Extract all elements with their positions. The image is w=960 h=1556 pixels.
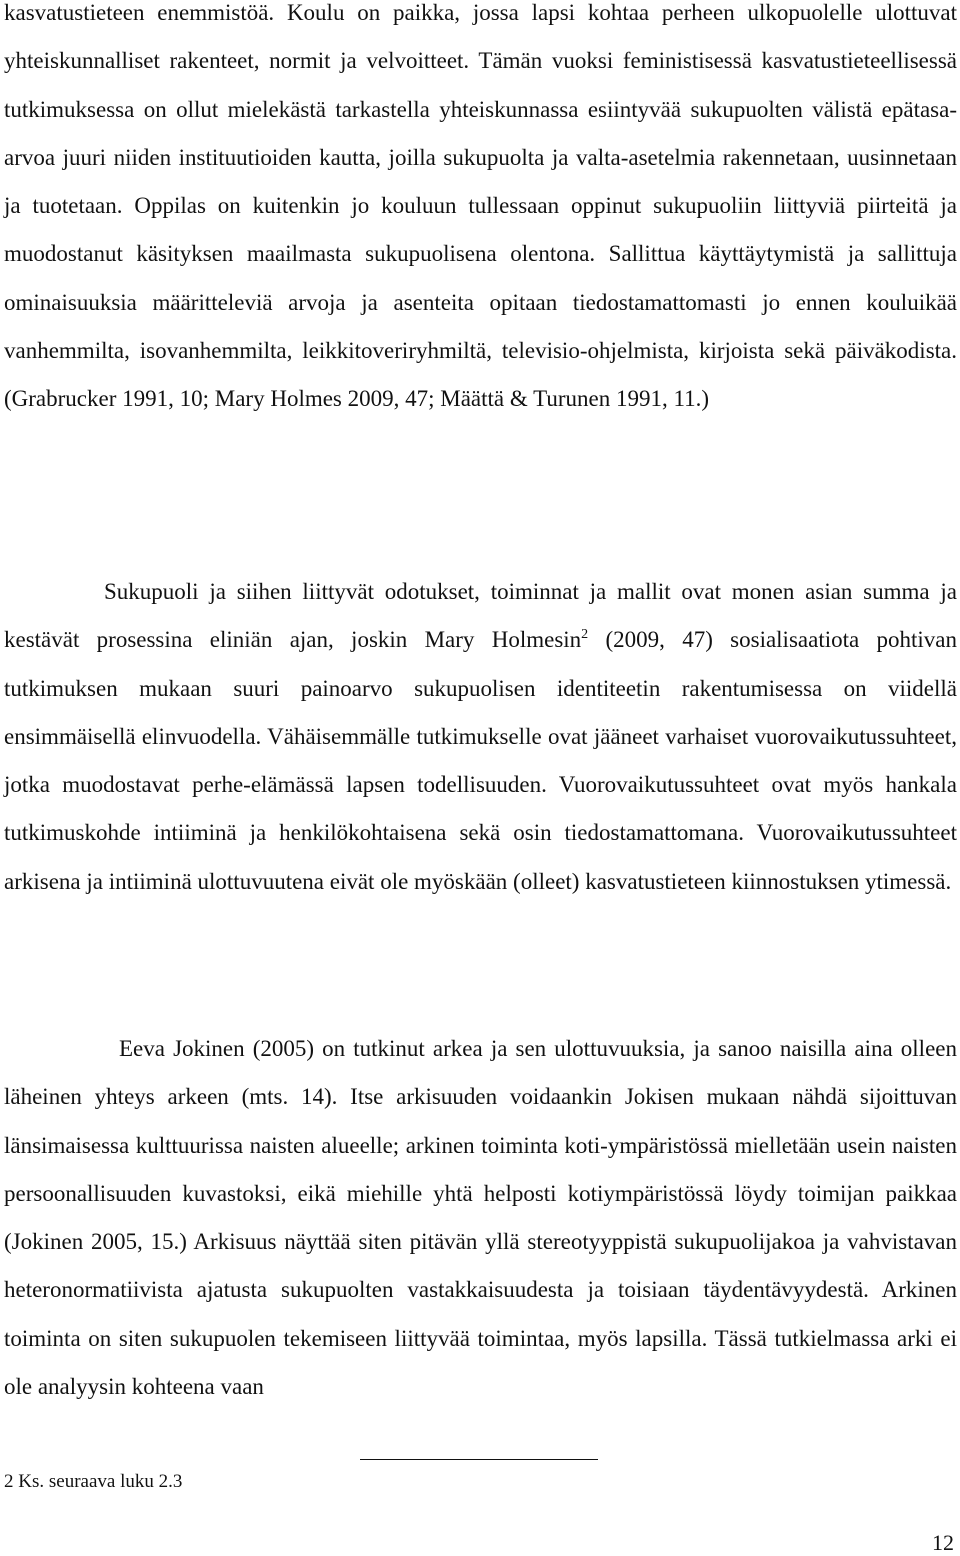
paragraph-2-text-after: (2009, 47) sosialisaatiota pohtivan tutkimuksen mukaan suuri painoarvo sukupuolisen identiteetin rakentumisessa on viidellä ensimmäisellä elinvuodella. Vähäisemmälle tutkimukselle ovat jääneet varhaiset vuorovaikutussuhteet, jotka muodostavat perhe-elämässä lapsen todellisuuden. Vuorovaikutussuhteet ovat myös hankala tutkimuskohde intiiminä ja henkilökohtaisena sekä osin tiedostamattomana. Vuorovaikutussuhteet arkisena ja intiiminä ulottuvuutena eivät ole myöskään (olleet) kasvatustieteen kiinnostuksen ytimessä. [4,627,957,894]
paragraph-3: Eeva Jokinen (2005) on tutkinut arkea ja sen ulottuvuuksia, ja sanoo naisilla aina olleen läheinen yhteys arkeen (mts. 14). Itse arkisuuden voidaankin Jokisen mukaan nähdä sijoittuvan länsimaisessa kulttuurissa naisten alueelle; arkinen toiminta koti-ympäristössä mielletään usein naisten persoonallisuuden kuvastoksi, eikä miehille yhtä helposti kotiympäristössä löydy toimijan paikkaa (Jokinen 2005, 15.) Arkisuus näyttää siten pitävän yllä stereotyyppistä sukupuolijakoa ja vahvistavan heteronormatiivista ajatusta sukupuolten vastakkaisuudesta ja toisiaan täydentävyydestä. Arkinen toiminta on siten sukupuolen tekemiseen liittyvää toimintaa, myös lapsilla. Tässä tutkielmassa arki ei ole analyysin kohteena vaan [4,1036,957,1400]
page-number: 12 [932,1530,954,1555]
paragraph-1: kasvatustieteen enemmistöä. Koulu on paikka, jossa lapsi kohtaa perheen ulkopuolelle ulottuvat yhteiskunnalliset rakenteet, normit ja velvoitteet. Tämän vuoksi feministisessä kasvatustieteellisessä tutkimuksessa on ollut mielekästä tarkastella yhteiskunnassa esiintyvää sukupuolten välistä epätasa-arvoa juuri niiden instituutioiden kautta, joilla sukupuolta ja valta-asetelmia rakennetaan, uusinnetaan ja tuotetaan. Oppilas on kuitenkin jo kouluun tullessaan oppinut sukupuoliin liittyviä piirteitä ja muodostanut käsityksen maailmasta sukupuolisena olentona. Sallittua käyttäytymistä ja sallittuja ominaisuuksia määritteleviä arvoja ja asenteita opitaan tiedostamattomasti jo ennen kouluikää vanhemmilta, isovanhemmilta, leikkitoveriryhmiltä, televisio-ohjelmista, kirjoista sekä päiväkodista. (Grabrucker 1991, 10; Mary Holmes 2009, 47; Määttä & Turunen 1991, 11.) [4,0,957,412]
footnote-reference: 2 [581,627,589,643]
footnote: 2 Ks. seuraava luku 2.3 [4,1471,183,1492]
paragraph-2-text-before: Sukupuoli ja siihen liittyvät odotukset, toiminnat ja mallit ovat monen asian summa ja kestävät prosessina eliniän ajan, joskin Mary Holmesin [4,579,957,653]
paragraph-2 [4,568,957,906]
footnote-separator [360,1459,598,1460]
